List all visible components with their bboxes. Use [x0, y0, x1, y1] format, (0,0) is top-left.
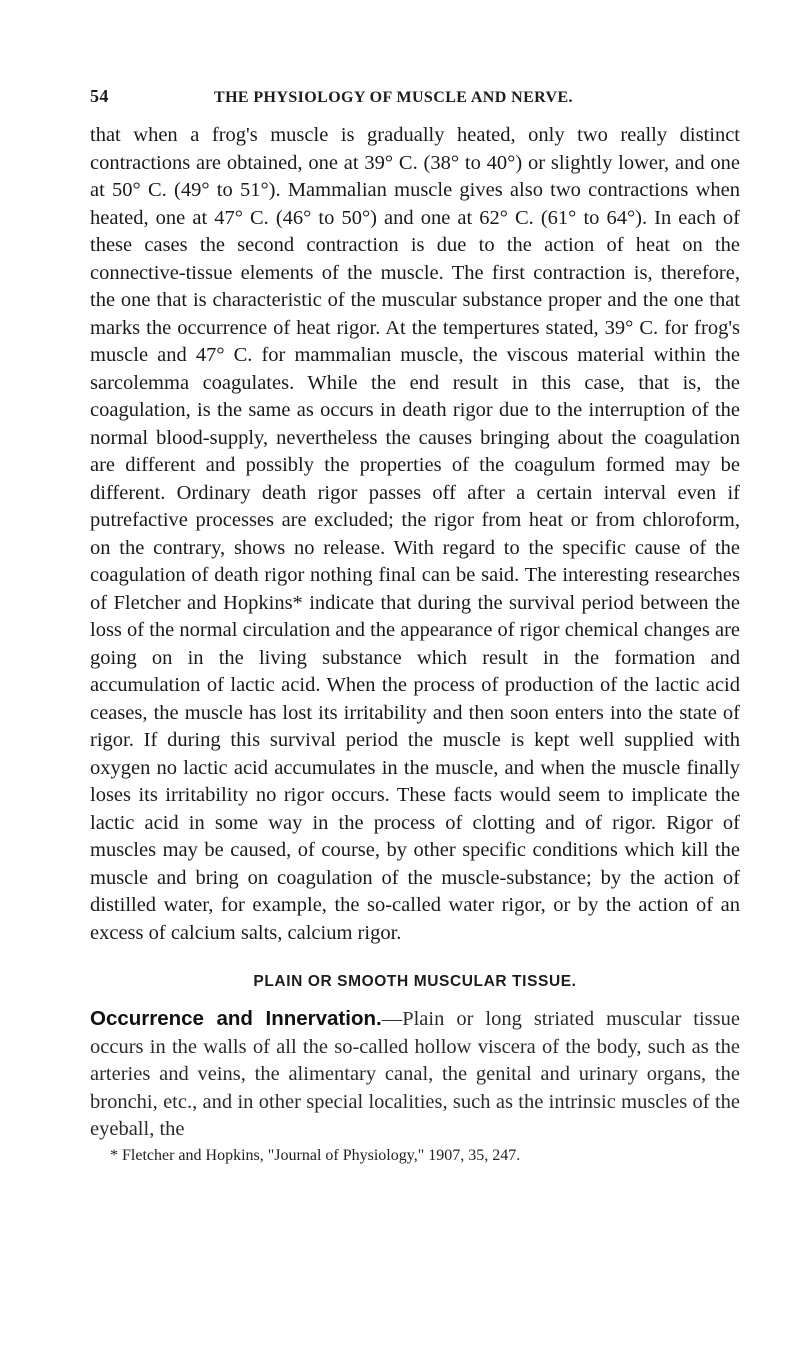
paragraph-2-text: —Plain or long striated muscular tissue occurs in the walls of all the so-called hollow viscera of the body, such as the arteries and veins, the alimentary canal, the genital and urinary organs, the bronchi, etc., and in other special localities, such as the intrinsic muscles of the eyeball, the — [90, 1008, 740, 1140]
footnote-marker: * — [110, 1146, 118, 1164]
running-head — [90, 86, 740, 116]
body-paragraph-1: that when a frog's muscle is gradually heated, only two really distinct contractions are obtained, one at 39° C. (38° to 40°) or slightly lower, and one at 50° C. (49° to 51°). Mammalian muscle gives also two contractions when heated, one at 47° C. (46° to 50°) and one at 62° C. (61° to 64°). In each of these cases the second contraction is due to the action of heat on the connective-tissue elements of the muscle. The first contraction is, therefore, the one that is characteristic of the muscular substance proper and the one that marks the occurrence of heat rigor. At the tempertures stated, 39° C. for frog's muscle and 47° C. for mammalian muscle, the viscous material within the sarcolemma coagulates. While the end result in this case, that is, the coagulation, is the same as occurs in death rigor due to the interruption of the normal blood-supply, nevertheless the causes bringing about the coagulation are different and possibly the properties of the coagulum formed may be different. Ordinary death rigor passes off after a certain interval even if putrefactive processes are excluded; the rigor from heat or from chloroform, on the contrary, shows no release. With regard to the specific cause of the coagulation of death rigor nothing final can be said. The interesting researches of Fletcher and Hopkins* indicate that during the survival period between the loss of the normal circulation and the appearance of rigor chemical changes are going on in the living substance which result in the formation and accumulation of lactic acid. When the process of production of the lactic acid ceases, the muscle has lost its irritability and then soon enters into the state of rigor. If during this survival period the muscle is kept well supplied with oxygen no lactic acid accumulates in the muscle, and when the muscle finally loses its irritability no rigor occurs. These facts would seem to implicate the lactic acid in some way in the process of clotting and of rigor. Rigor of muscles may be caused, of course, by other specific conditions which kill the muscle and bring on coagulation of the muscle-substance; by the action of distilled water, for example, the so-called water rigor, or by the action of an excess of calcium salts, calcium rigor. — [90, 124, 741, 944]
page-number: 54 — [90, 86, 109, 106]
section-heading: PLAIN OR SMOOTH MUSCULAR TISSUE. — [253, 973, 577, 990]
footnote — [90, 1146, 740, 1166]
footnote-text: Fletcher and Hopkins, "Journal of Physiology," 1907, 35, 247. — [118, 1146, 521, 1164]
run-in-heading: Occurrence and Innervation. — [90, 1007, 382, 1030]
running-title: THE PHYSIOLOGY OF MUSCLE AND NERVE. — [214, 89, 573, 106]
body-paragraph-2 — [90, 1005, 740, 1144]
